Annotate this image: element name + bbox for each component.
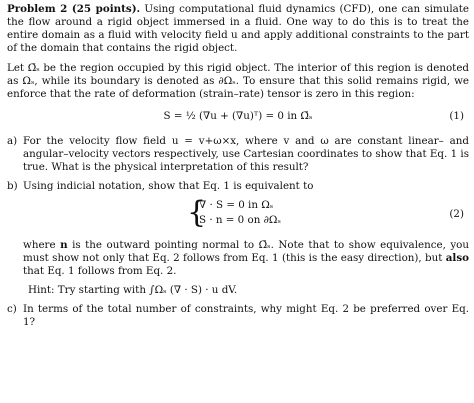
part-a <box>7 135 469 174</box>
part-b-label: b) <box>7 180 18 192</box>
part-c-text: In terms of the total number of constraints, why might Eq. 2 be preferred over Eq. 1? <box>23 303 469 328</box>
part-a-label: a) <box>7 135 18 147</box>
hint: Hint: Try starting with ∫Ωₛ (∇ · S) · u dV. <box>28 284 238 296</box>
equation-2 <box>7 195 469 233</box>
equation-2-line-1: ∇ · S = 0 in Ωₛ <box>199 199 274 211</box>
part-c <box>7 303 469 329</box>
problem-intro: Using computational fluid dynamics (CFD), one can simulate the flow around a rigid object immersed in a fluid. One way to do this is to treat the entire domain as a fluid with velocity field u and apply additional constraints to the part of the domain that contains the rigid object. <box>7 3 469 54</box>
problem-intro-paragraph <box>7 3 469 55</box>
problem-document <box>7 3 469 329</box>
part-b-cont-3: that Eq. 1 follows from Eq. 2. <box>23 265 177 277</box>
equation-2-line-2: S · n = 0 on ∂Ωₛ <box>199 214 281 226</box>
part-b-cont-1: where <box>23 239 61 251</box>
left-brace: { <box>187 195 207 230</box>
part-b <box>7 180 469 193</box>
equation-1-number: (1) <box>449 110 464 122</box>
equation-2-number: (2) <box>449 208 464 220</box>
normal-vector: n <box>60 239 68 251</box>
part-c-label: c) <box>7 303 17 315</box>
part-b-continuation <box>7 239 469 278</box>
part-b-text: Using indicial notation, show that Eq. 1 is equivalent to <box>23 180 314 192</box>
problem-heading: Problem 2 (25 points). <box>7 3 141 15</box>
part-b-cont-2: is the outward pointing normal to Ω̄ₛ. Note that to show equivalence, you must show not only that Eq. 2 follows from Eq. 1 (this is the easy direction), but <box>23 239 470 264</box>
part-a-text: For the velocity flow field u = v+ω×x, where v and ω are constant linear– and angular–velocity vectors respectively, use Cartesian coordinates to show that Eq. 1 is true. What is the physical interpretation of this result? <box>23 135 469 173</box>
equation-1-body: S = ½ (∇u + (∇u)ᵀ) = 0 in Ω̄ₛ <box>163 110 313 122</box>
equation-2-system <box>187 195 281 230</box>
rigid-region-paragraph: Let Ω̄ₛ be the region occupied by this rigid object. The interior of this region is denoted as Ωₛ, while its boundary is denoted as ∂Ωₛ. To ensure that this solid remains rigid, we enforce that the rate of deformation (strain–rate) tensor is zero in this region: <box>7 62 469 100</box>
equation-1 <box>7 107 469 129</box>
also-emphasis: also <box>445 252 469 264</box>
